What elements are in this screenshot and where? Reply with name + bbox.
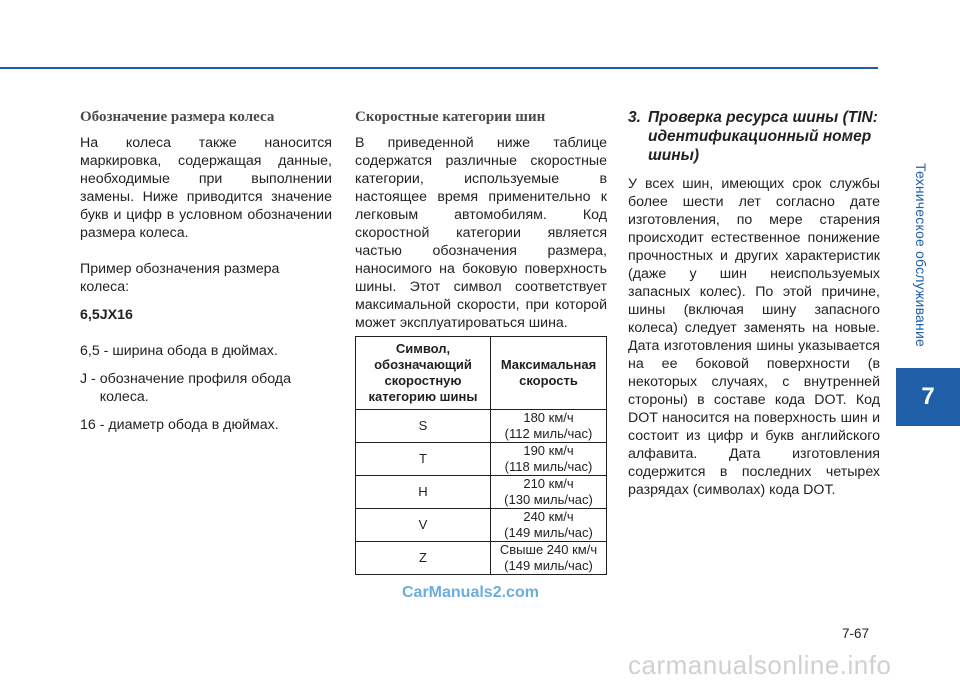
chapter-number-tab[interactable]: 7	[896, 368, 960, 426]
speed-mph: (112 миль/час)	[504, 426, 593, 441]
paragraph-speed-intro: В приведенной ниже таблице содержатся различные скоростные категории, используемые в настоящее время применительно к легковым автомобилям. Код скоростной категории является частью обозначения размера, наносимого на боковую поверхность шины. Этот символ соответствует максимальной скорости, при которой может эксплуатироваться шина.	[355, 135, 607, 331]
speed-symbol-cell: H	[356, 476, 491, 509]
speed-value-cell	[491, 509, 607, 542]
definition-value: ширина обода в дюймах.	[112, 343, 278, 359]
speed-mph: (130 миль/час)	[504, 492, 593, 507]
definition-key: 6,5 -	[80, 343, 113, 359]
table-row	[356, 509, 607, 542]
speed-symbol-cell: T	[356, 443, 491, 476]
paragraph-example-intro: Пример обозначения размера колеса:	[80, 261, 280, 295]
table-row	[356, 542, 607, 575]
watermark-carmanualsonline: carmanualsonline.info	[628, 650, 892, 680]
speed-symbol-cell: S	[356, 410, 491, 443]
definition-item	[80, 342, 332, 360]
speed-kmh: Свыше 240 км/ч	[499, 542, 598, 557]
section-heading-speed-ratings: Скоростные категории шин	[355, 109, 546, 125]
speed-mph: (118 миль/час)	[504, 459, 593, 474]
page-number: 7-67	[842, 626, 870, 641]
speed-kmh: 210 км/ч	[523, 476, 574, 491]
paragraph-tire-age: У всех шин, имеющих срок службы более шести лет согласно дате изготовления, по мере старения происходит естественное понижение прочностных и других характеристик (даже у шин неиспользуемых запасных колес). По этой причине, шины (включая шину запасного колеса) следует заменять на новые. Дата изготовления шины указывается на ее боковой поверхности (в некоторых случаях, с внутренней стороны) в составе кода DOT. Код DOT наносится на поверхность шин и состоит из цифр и букв английского алфавита. Дата изготовления содержится в последних четырех разрядах (символах) кода DOT.	[628, 176, 880, 498]
speed-value-cell	[491, 443, 607, 476]
section-heading-wheel-size: Обозначение размера колеса	[80, 109, 275, 125]
definition-key: J -	[80, 371, 100, 387]
speed-value-cell	[491, 542, 607, 575]
definition-item	[80, 370, 332, 406]
example-code: 6,5JX16	[80, 307, 133, 323]
watermark-carmanuals2[interactable]: CarManuals2.com	[402, 584, 539, 601]
speed-kmh: 190 км/ч	[523, 443, 574, 458]
heading-text: Проверка ресурса шины (TIN: идентификационный номер шины)	[648, 109, 878, 164]
definition-key: 16 -	[80, 417, 109, 433]
speed-kmh: 180 км/ч	[523, 410, 574, 425]
table-row	[356, 443, 607, 476]
definition-item	[80, 416, 332, 434]
speed-mph: (149 миль/час)	[504, 558, 593, 573]
speed-mph: (149 миль/час)	[504, 525, 593, 540]
definition-value: диаметр обода в дюймах.	[108, 417, 279, 433]
section-heading-tire-age	[628, 108, 880, 165]
column-tire-age	[628, 108, 880, 499]
header-rule	[0, 67, 878, 69]
column-speed-ratings	[355, 108, 607, 332]
paragraph-wheel-intro: На колеса также наносится маркировка, содержащая данные, необходимые при выполнении замены. Ниже приводится значение букв и цифр в условном обозначении размера колеса.	[80, 135, 332, 241]
column-wheel-size	[80, 108, 332, 434]
speed-symbol-cell: V	[356, 509, 491, 542]
speed-kmh: 240 км/ч	[523, 509, 574, 524]
header-symbol: Символ, обозначающий скоростную категорию шины	[356, 337, 491, 410]
speed-symbol-cell: Z	[356, 542, 491, 575]
heading-number: 3.	[628, 109, 641, 126]
speed-value-cell	[491, 476, 607, 509]
speed-value-cell	[491, 410, 607, 443]
header-max-speed: Максимальная скорость	[491, 337, 607, 410]
definition-value: обозначение профиля обода колеса.	[99, 371, 291, 405]
chapter-side-label: Техническое обслуживание	[913, 163, 929, 347]
speed-rating-table	[355, 336, 607, 575]
table-row	[356, 476, 607, 509]
table-row	[356, 410, 607, 443]
table-header-row	[356, 337, 607, 410]
